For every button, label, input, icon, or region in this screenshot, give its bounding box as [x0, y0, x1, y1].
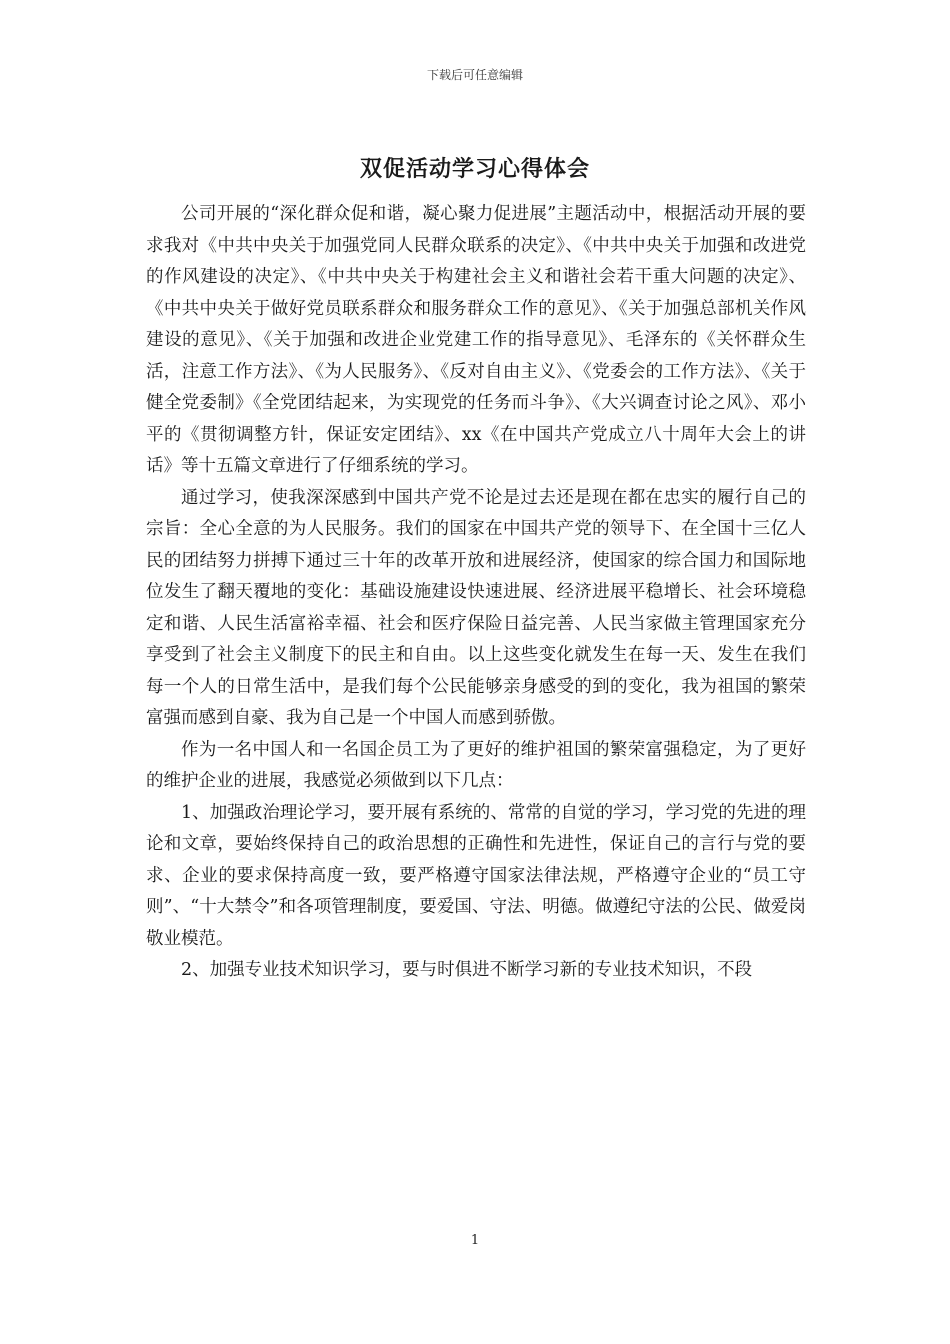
paragraph-commitment: 作为一名中国人和一名国企员工为了更好的维护祖国的繁荣富强稳定，为了更好的维护企业的进展，我感觉必须做到以下几点：	[146, 739, 806, 791]
paragraph-reflection: 通过学习，使我深深感到中国共产党不论是过去还是现在都在忠实的履行自己的宗旨：全心全意的为人民服务。我们的国家在中国共产党的领导下、在全国十三亿人民的团结努力拼搏下通过三十年的改革开放和进展经济，使国家的综合国力和国际地位发生了翻天覆地的变化：基础设施建设快速进展、经济进展平稳增长、社会环境稳定和谐、人民生活富裕幸福、社会和医疗保险日益完善、人民当家做主管理国家充分享受到了社会主义制度下的民主和自由。以上这些变化就发生在每一天、发生在我们每一个人的日常生活中，是我们每个公民能够亲身感受的到的变化，我为祖国的繁荣富强而感到自豪、我为自己是一个中国人而感到骄傲。	[146, 487, 806, 728]
page-header-note: 下载后可任意编辑	[426, 68, 523, 82]
page-number: 1	[470, 1233, 480, 1248]
paragraph-intro: 公司开展的“深化群众促和谐，凝心聚力促进展”主题活动中，根据活动开展的要求我对《中共中央关于加强党同人民群众联系的决定》、《中共中央关于加强和改进党的作风建设的决定》、《中共中央关于构建社会主义和谐社会若干重大问题的决定》、《中共中央关于做好党员联系群众和服务群众工作的意见》、《关于加强总部机关作风建设的意见》、《关于加强和改进企业党建工作的指导意见》、毛泽东的《关怀群众生活，注意工作方法》、《为人民服务》、《反对自由主义》、《党委会的工作方法》、《关于健全党委制》《全党团结起来，为实现党的任务而斗争》、《大兴调查讨论之风》、邓小平的《贯彻调整方针，保证安定团结》、xx《在中国共产党成立八十周年大会上的讲话》等十五篇文章进行了仔细系统的学习。	[146, 204, 806, 476]
paragraph-point-2: 2、加强专业技术知识学习，要与时俱进不断学习新的专业技术知识，不段	[181, 960, 753, 980]
paragraph-point-1: 1、加强政治理论学习，要开展有系统的、常常的自觉的学习，学习党的先进的理论和文章，要始终保持自己的政治思想的正确性和先进性，保证自己的言行与党的要求、企业的要求保持高度一致，要严格遵守国家法律法规，严格遵守企业的“员工守则”、“十大禁令”和各项管理制度，要爱国、守法、明德。做遵纪守法的公民、做爱岗敬业模范。	[146, 802, 806, 949]
document-title: 双促活动学习心得体会	[359, 156, 590, 182]
document-body	[146, 199, 806, 987]
